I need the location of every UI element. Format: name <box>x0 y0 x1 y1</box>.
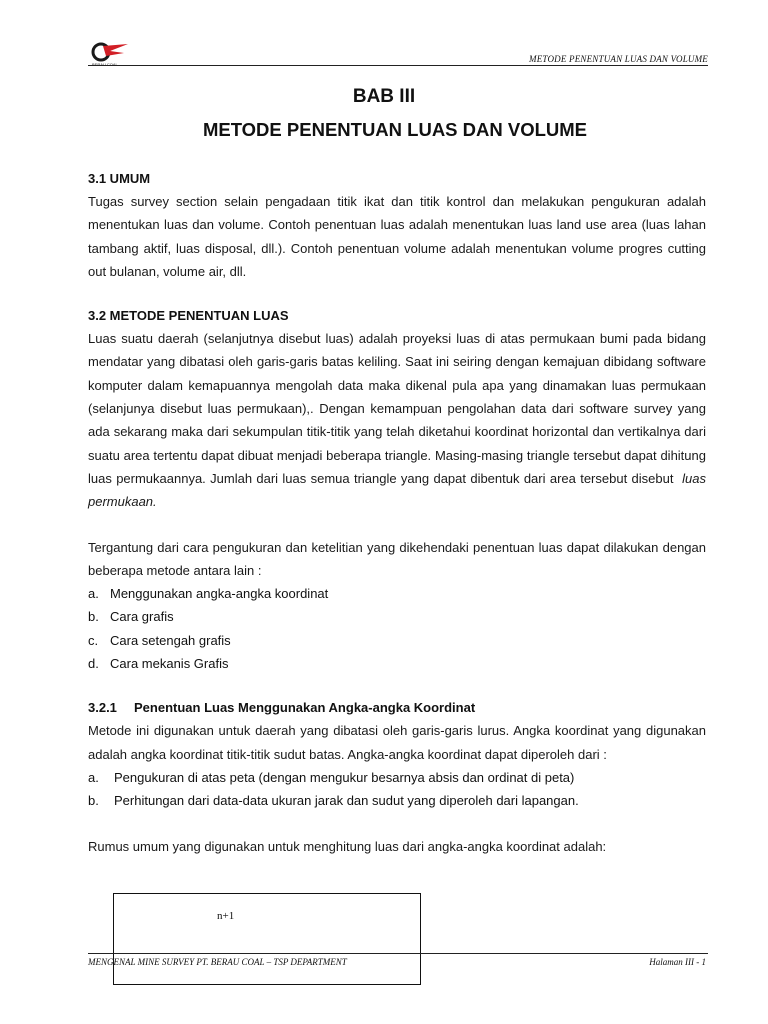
page-header <box>88 40 708 72</box>
formula-intro: Rumus umum yang digunakan untuk menghitung luas dari angka-angka koordinat adalah: <box>88 838 607 854</box>
section-3-2-1-paragraph: Metode ini digunakan untuk daerah yang dibatasi oleh garis-garis lurus. Angka koordinat yang digunakan adalah angka koordinat titik-titik sudut batas. Angka-angka koordinat dapat diperoleh dari : <box>88 723 706 762</box>
formula-box <box>113 893 421 985</box>
header-divider <box>88 65 708 66</box>
running-title: METODE PENENTUAN LUAS DAN VOLUME <box>529 54 708 64</box>
page-number: Halaman III - 1 <box>649 957 706 967</box>
chapter-heading: BAB III <box>352 86 416 107</box>
list-item: b. Cara grafis <box>88 609 174 625</box>
svg-text:BERAU COAL: BERAU COAL <box>92 62 118 67</box>
berau-coal-logo <box>88 40 130 68</box>
emphasis-term: luas permukaan. <box>88 470 706 510</box>
formula-superscript: n+1 <box>217 910 235 922</box>
footer-divider <box>88 953 708 954</box>
page-title: METODE PENENTUAN LUAS DAN VOLUME <box>202 119 588 140</box>
methods-intro-paragraph: Tergantung dari cara pengukuran dan ketelitian yang dikehendaki penentuan luas dapat dilakukan dengan beberapa metode antara lain : <box>88 539 706 578</box>
section-3-1-heading: 3.1 UMUM <box>88 171 151 186</box>
footer-text: MENGENAL MINE SURVEY PT. BERAU COAL – TSP DEPARTMENT <box>88 957 347 967</box>
section-3-1-paragraph: Tugas survey section selain pengadaan titik ikat dan titik kontrol dan melakukan pengukuran adalah menentukan luas dan volume. Contoh penentuan luas adalah menentukan luas land use area (luas lahan tambang aktif, luas disposal, dll.). Contoh penentuan volume adalah menentukan volume progres cutting out bulanan, volume air, dll. <box>88 194 706 279</box>
methods-list <box>88 582 706 675</box>
list-item: d. Cara mekanis Grafis <box>88 656 229 672</box>
list-item: b. Perhitungan dari data-data ukuran jarak dan sudut yang diperoleh dari lapangan. <box>88 793 579 809</box>
list-item: a. Menggunakan angka-angka koordinat <box>88 586 329 602</box>
list-item: c. Cara setengah grafis <box>88 632 231 648</box>
document-body <box>88 168 706 858</box>
list-item: a. Pengukuran di atas peta (dengan mengukur besarnya absis dan ordinat di peta) <box>88 769 575 785</box>
section-3-2-1-heading: 3.2.1 Penentuan Luas Menggunakan Angka-angka Koordinat <box>88 700 476 716</box>
section-3-2-heading: 3.2 METODE PENENTUAN LUAS <box>88 308 289 324</box>
section-3-2-paragraph <box>88 327 706 513</box>
paragraph-text: Luas suatu daerah (selanjutnya disebut luas) adalah proyeksi luas di atas permukaan bumi pada bidang mendatar yang dibatasi oleh garis-garis batas keliling. Saat ini seiring dengan kemajuan dibidang software komputer dalam kemapuannya mengolah data maka dikenal pula apa yang dinamakan luas permukaan (selanjunya disebut luas permukaan),. Dengan kemampuan pengolahan data dari software survey yang ada sekarang maka dari sekumpulan titik-titik yang telah diketahui koordinat horizontal dan vertikalnya dari suatu area tertentu dapat dibuat menjadi beberapa triangle. Masing-masing triangle tersebut dapat dihitung luas permukaannya. Jumlah dari luas semua triangle yang dapat dibentuk dari area tersebut disebut <box>88 331 706 486</box>
coordinate-sources-list <box>88 766 706 813</box>
